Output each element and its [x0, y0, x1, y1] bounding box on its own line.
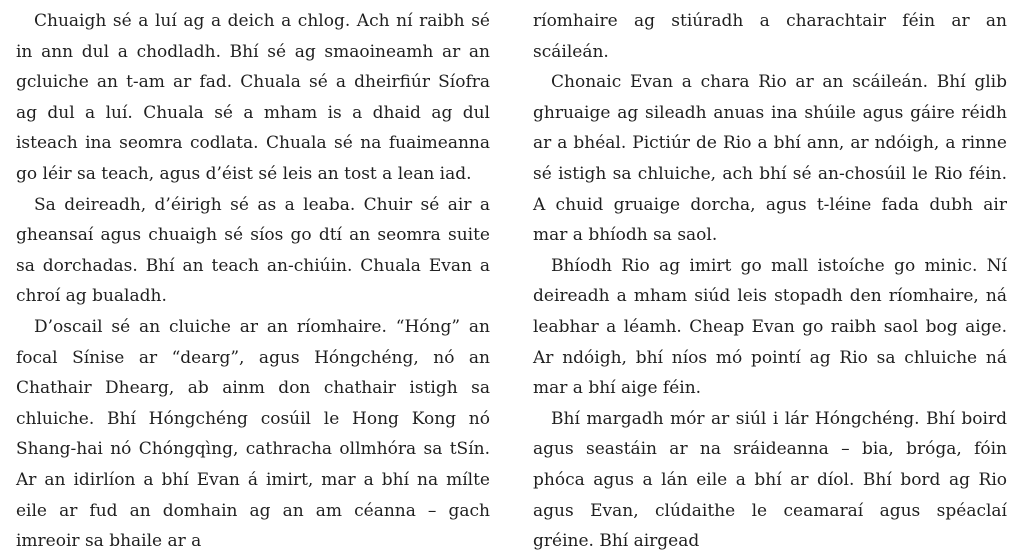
paragraph: Bhíodh Rio ag imirt go mall istoíche go minic. Ní deireadh a mham siúd leis stopadh den ríomhaire, ná leabhar a léamh. Cheap Evan go raibh saol bog aige. Ar ndóigh, bhí níos mó pointí ag Rio sa chluiche ná mar a bhí aige féin.: [533, 255, 1007, 399]
right-text-column: [533, 6, 1007, 557]
paragraph: D’oscail sé an cluiche ar an ríomhaire. “Hóng” an focal Sínise ar “dearg”, agus Hóngchéng, nó an Chathair Dhearg, ab ainm don chathair istigh sa chluiche. Bhí Hóngchéng cosúil le Hong Kong nó Shang-hai nó Chóngqìng, cathracha ollmhóra sa tSín. Ar an idirlíon a bhí Evan á imirt, mar a bhí na mílte eile ar fud an domhain ag an am céanna – gach imreoir sa bhaile ar a: [16, 316, 490, 552]
paragraph: Chonaic Evan a chara Rio ar an scáileán. Bhí glib ghruaige ag sileadh anuas ina shúile agus gáire réidh ar a bhéal. Pictiúr de Rio a bhí ann, ar ndóigh, a rinne sé istigh sa chluiche, ach bhí sé an-chosúil le Rio féin. A chuid gruaige dorcha, agus t-léine fada dubh air mar a bhíodh sa saol.: [533, 72, 1007, 246]
left-text-column: [16, 6, 490, 557]
continued-paragraph: ríomhaire ag stiúradh a charachtair féin ar an scáileán.: [533, 11, 1007, 62]
paragraph: Chuaigh sé a luí ag a deich a chlog. Ach ní raibh sé in ann dul a chodladh. Bhí sé ag smaoineamh ar an gcluiche an t-am ar fad. Chuala sé a dheirfiúr Síofra ag dul a luí. Chuala sé a mham is a dhaid ag dul isteach ina seomra codlata. Chuala sé na fuaimeanna go léir sa teach, agus d’éist sé leis an tost a lean iad.: [16, 11, 490, 184]
paragraph: Bhí margadh mór ar siúl i lár Hóngchéng. Bhí boird agus seastáin ar na sráideanna – bia, bróga, fóin phóca agus a lán eile a bhí ar díol. Bhí bord ag Rio agus Evan, clúdaithe le ceamaraí agus spéaclaí gréine. Bhí airgead: [533, 408, 1007, 552]
paragraph: Sa deireadh, d’éirigh sé as a leaba. Chuir sé air a gheansaí agus chuaigh sé síos go dtí an seomra suite sa dorchadas. Bhí an teach an-chiúin. Chuala Evan a chroí ag bualadh.: [16, 194, 490, 307]
